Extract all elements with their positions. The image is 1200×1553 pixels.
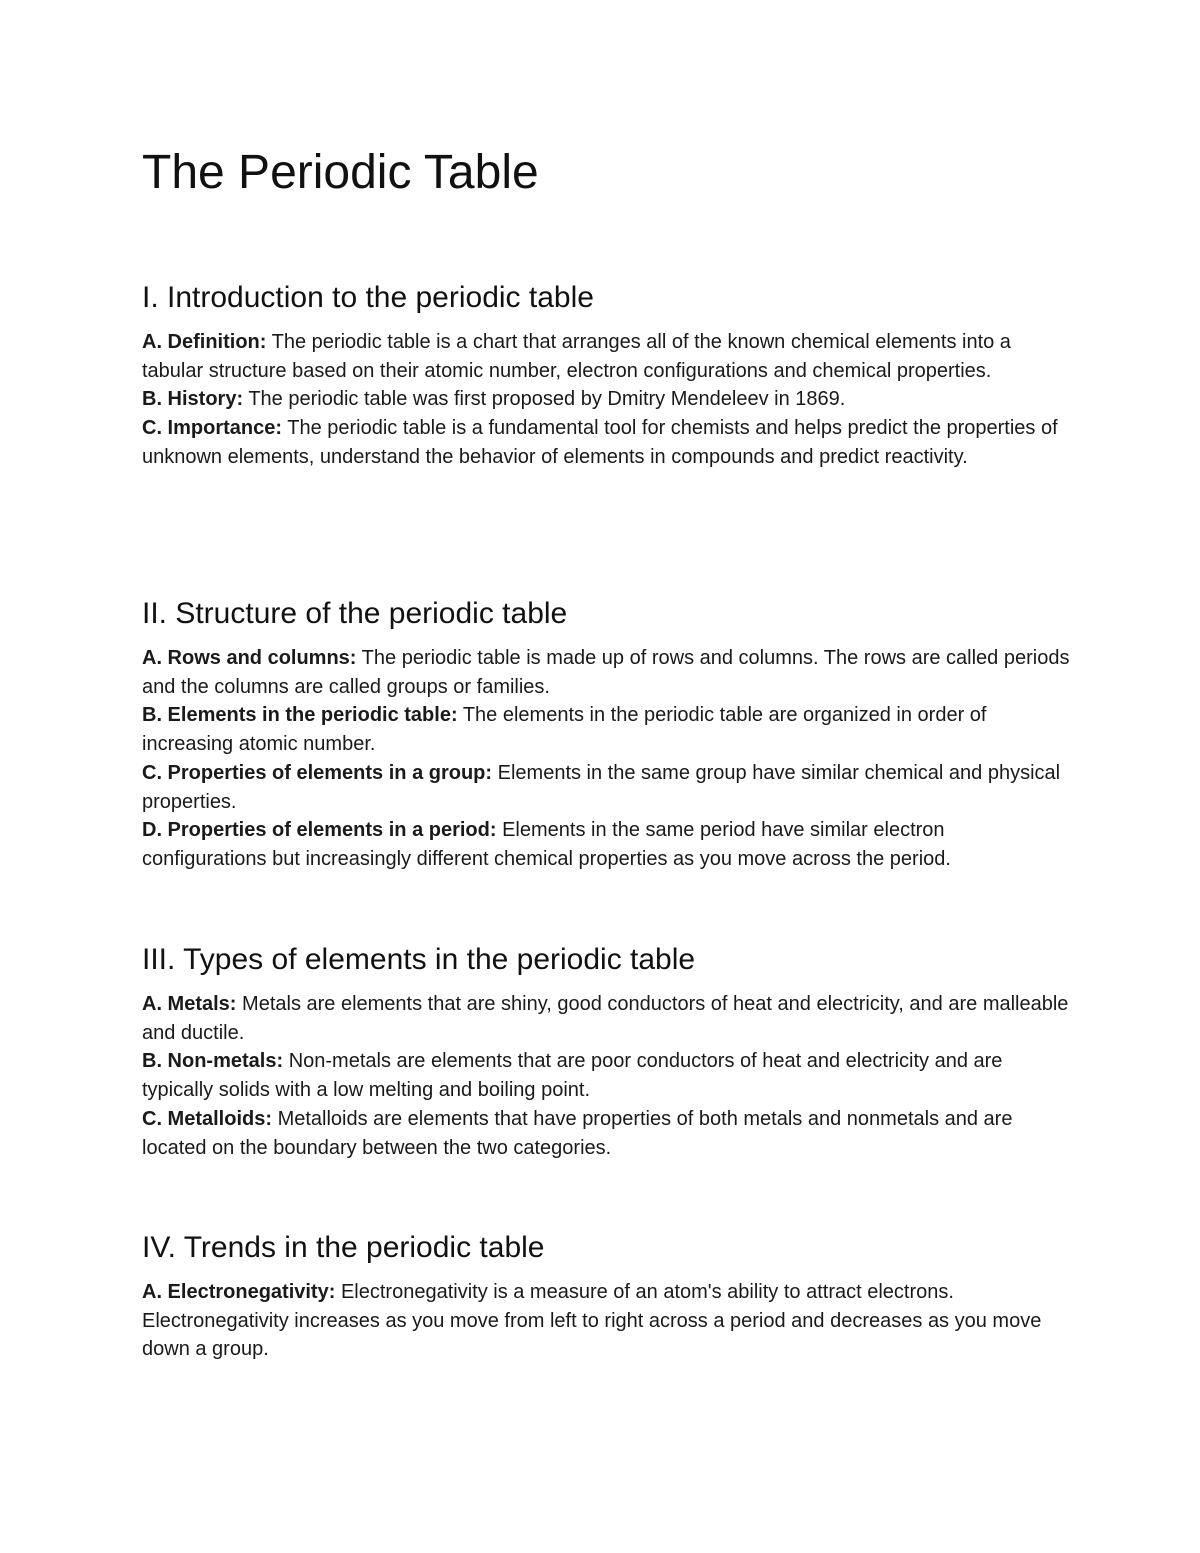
list-item xyxy=(142,1105,1072,1162)
list-item xyxy=(142,759,1072,816)
item-text: The periodic table is a chart that arranges all of the known chemical elements into a tabular structure based on their atomic number, electron configurations and chemical properties. xyxy=(142,331,1011,382)
item-label: C. Metalloids: xyxy=(142,1107,273,1130)
item-label: A. Definition: xyxy=(142,331,267,353)
item-list xyxy=(142,1278,1072,1364)
section-heading: I. Introduction to the periodic table xyxy=(142,281,594,314)
list-item xyxy=(142,414,1072,471)
list-item xyxy=(142,385,1072,414)
item-list xyxy=(142,328,1072,472)
item-label: B. Elements in the periodic table: xyxy=(142,704,458,727)
item-label: A. Electronegativity: xyxy=(142,1281,336,1303)
list-item xyxy=(142,1278,1072,1364)
item-text: Electronegativity is a measure of an atom's ability to attract electrons. Electronegativity increases as you move from left to right across a period and decreases as you move down a group. xyxy=(142,1281,1042,1361)
item-text: Elements in the same period have similar electron configurations but increasingly different chemical properties as you move across the period. xyxy=(142,819,951,870)
section-introduction xyxy=(142,280,1072,472)
section-structure xyxy=(142,596,1072,874)
list-item xyxy=(142,816,1072,873)
item-text: The periodic table was first proposed by Dmitry Mendeleev in 1869. xyxy=(248,388,846,411)
item-text: Metalloids are elements that have properties of both metals and nonmetals and are located on the boundary between the two categories. xyxy=(142,1107,1013,1159)
item-label: C. Properties of elements in a group: xyxy=(142,761,493,784)
list-item xyxy=(142,701,1072,758)
section-trends xyxy=(142,1230,1072,1364)
item-label: B. History: xyxy=(142,388,244,411)
item-text: The elements in the periodic table are organized in order of increasing atomic number. xyxy=(142,704,987,756)
item-label: D. Properties of elements in a period: xyxy=(142,819,497,842)
item-label: B. Non-metals: xyxy=(142,1050,284,1073)
section-heading: II. Structure of the periodic table xyxy=(142,597,568,630)
item-list xyxy=(142,644,1072,874)
item-text: Elements in the same group have similar chemical and physical properties. xyxy=(142,761,1061,813)
section-heading: III. Types of elements in the periodic table xyxy=(142,943,696,976)
item-text: The periodic table is a fundamental tool for chemists and helps predict the properties of unknown elements, understand the behavior of elements in compounds and predict reactivity. xyxy=(142,417,1058,468)
list-item xyxy=(142,328,1072,385)
item-label: A. Metals: xyxy=(142,993,237,1015)
section-types xyxy=(142,942,1072,1162)
item-text: The periodic table is made up of rows and columns. The rows are called periods and the columns are called groups or families. xyxy=(142,647,1070,698)
item-label: A. Rows and columns: xyxy=(142,647,357,669)
item-text: Metals are elements that are shiny, good conductors of heat and electricity, and are malleable and ductile. xyxy=(142,993,1069,1044)
item-label: C. Importance: xyxy=(142,417,283,440)
item-list xyxy=(142,990,1072,1162)
section-heading: IV. Trends in the periodic table xyxy=(142,1231,545,1264)
page-title: The Periodic Table xyxy=(142,146,539,199)
list-item xyxy=(142,644,1072,701)
list-item xyxy=(142,990,1072,1047)
list-item xyxy=(142,1047,1072,1104)
item-text: Non-metals are elements that are poor conductors of heat and electricity and are typically solids with a low melting and boiling point. xyxy=(142,1050,1003,1102)
